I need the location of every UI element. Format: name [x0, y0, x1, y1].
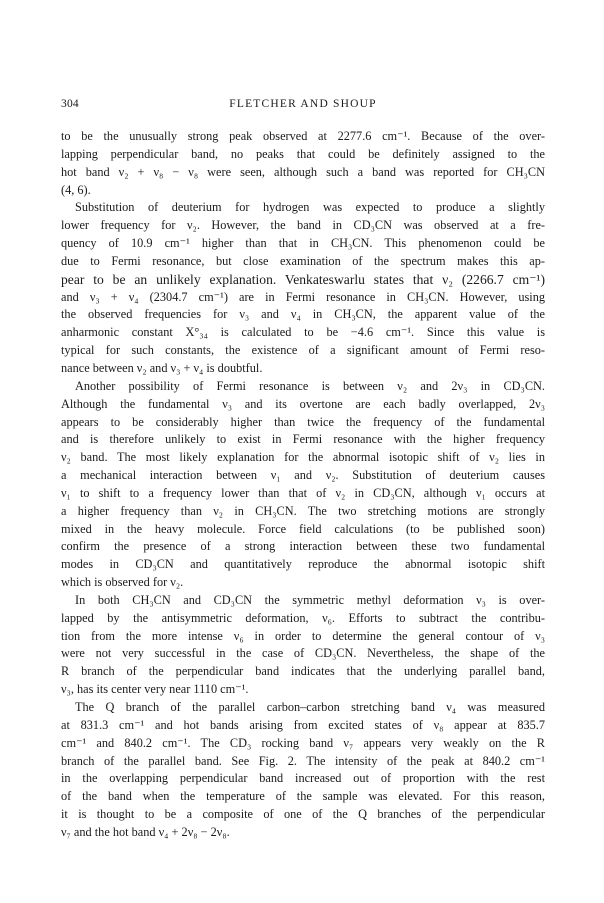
running-head	[61, 98, 545, 114]
text-line: the observed frequencies for ν₃ and ν₄ in CH₃CN, the apparent value of the	[61, 307, 545, 322]
text-line: Another possibility of Fermi resonance is between ν₂ and 2ν₃ in CD₃CN.	[75, 378, 545, 393]
text-line: typical for such constants, the existence of a significant amount of Fermi reso-	[61, 343, 545, 358]
text-line: mixed in the heavy molecule. Force field calculations (to be published soon)	[61, 521, 545, 536]
text-line: lapping perpendicular band, no peaks that could be definitely assigned to the	[61, 146, 545, 161]
text-line: appears to be considerably higher than twice the frequency of the fundamental	[61, 414, 545, 429]
text-line: were not very successful in the case of CD₃CN. Nevertheless, the shape of the	[61, 646, 545, 661]
text-line: and is therefore unlikely to exist in Fermi resonance with the higher frequency	[61, 432, 545, 447]
text-line: of the band when the temperature of the sample was elevated. For this reason,	[61, 789, 545, 804]
text-line: which is observed for ν₂.	[61, 575, 184, 590]
text-line: to be the unusually strong peak observed at 2277.6 cm⁻¹. Because of the over-	[61, 129, 545, 143]
text-line: it is thought to be a composite of one of the Q branches of the perpendicular	[61, 807, 545, 822]
text-line: a mechanical interaction between ν₁ and ν₂. Substitution of deuterium causes	[61, 468, 545, 483]
text-line: Substitution of deuterium for hydrogen was expected to produce a slightly	[75, 200, 545, 215]
text-line: anharmonic constant X°₃₄ is calculated to be −4.6 cm⁻¹. Since this value is	[61, 325, 545, 340]
text-line: ν₃, has its center very near 1110 cm⁻¹.	[61, 682, 249, 697]
text-line: ν₁ to shift to a frequency lower than that of ν₂ in CD₃CN, although ν₁ occurs at	[61, 485, 545, 500]
text-line: pear to be an unlikely explanation. Venkateswarlu states that ν₂ (2266.7 cm⁻¹)	[61, 271, 545, 287]
text-line: Although the fundamental ν₃ and its overtone are each badly overlapped, 2ν₃	[61, 396, 545, 411]
text-line: due to Fermi resonance, but close examination of the spectrum makes this ap-	[61, 253, 545, 268]
text-line: confirm the presence of a strong interaction between these two fundamental	[61, 539, 545, 554]
text-line: and ν₃ + ν₄ (2304.7 cm⁻¹) are in Fermi resonance in CH₃CN. However, using	[61, 289, 545, 304]
text-line: The Q branch of the parallel carbon–carbon stretching band ν₄ was measured	[75, 700, 545, 714]
body-text	[61, 128, 545, 842]
text-line: ν₇ and the hot band ν₄ + 2ν₈ − 2ν₈.	[61, 824, 230, 839]
text-line: R branch of the perpendicular band indicates that the underlying parallel band,	[61, 664, 545, 679]
text-line: nance between ν₂ and ν₃ + ν₄ is doubtful.	[61, 360, 263, 375]
text-line: hot band ν₂ + ν₈ − ν₈ were seen, although such a band was reported for CH₃CN	[61, 164, 545, 179]
text-line: a higher frequency than ν₂ in CH₃CN. The two stretching motions are strongly	[61, 503, 545, 518]
text-line: lapped by the antisymmetric deformation, ν₆. Efforts to subtract the contribu-	[61, 610, 545, 625]
page-number: 304	[61, 98, 79, 110]
text-line: branch of the parallel band. See Fig. 2. The intensity of the peak at 840.2 cm⁻¹	[61, 753, 545, 768]
text-line: in the overlapping perpendicular band increased out of proportion with the rest	[61, 771, 545, 786]
text-line: In both CH₃CN and CD₃CN the symmetric methyl deformation ν₃ is over-	[75, 592, 545, 607]
text-line: modes in CD₃CN and quantitatively reproduce the abnormal isotopic shift	[61, 557, 545, 572]
text-line: at 831.3 cm⁻¹ and hot bands arising from excited states of ν₈ appear at 835.7	[61, 717, 545, 732]
running-title: FLETCHER AND SHOUP	[229, 98, 377, 110]
text-line: ν₂ band. The most likely explanation for the abnormal isotopic shift of ν₂ lies in	[61, 450, 545, 465]
text-line: cm⁻¹ and 840.2 cm⁻¹. The CD₃ rocking band ν₇ appears very weakly on the R	[61, 735, 545, 750]
text-line: lower frequency for ν₂. However, the band in CD₃CN was observed at a fre-	[61, 218, 545, 233]
text-line: tion from the more intense ν₆ in order to determine the general contour of ν₃	[61, 628, 545, 643]
text-line: quency of 10.9 cm⁻¹ higher than that in CH₃CN. This phenomenon could be	[61, 236, 545, 251]
text-line: (4, 6).	[61, 182, 91, 197]
